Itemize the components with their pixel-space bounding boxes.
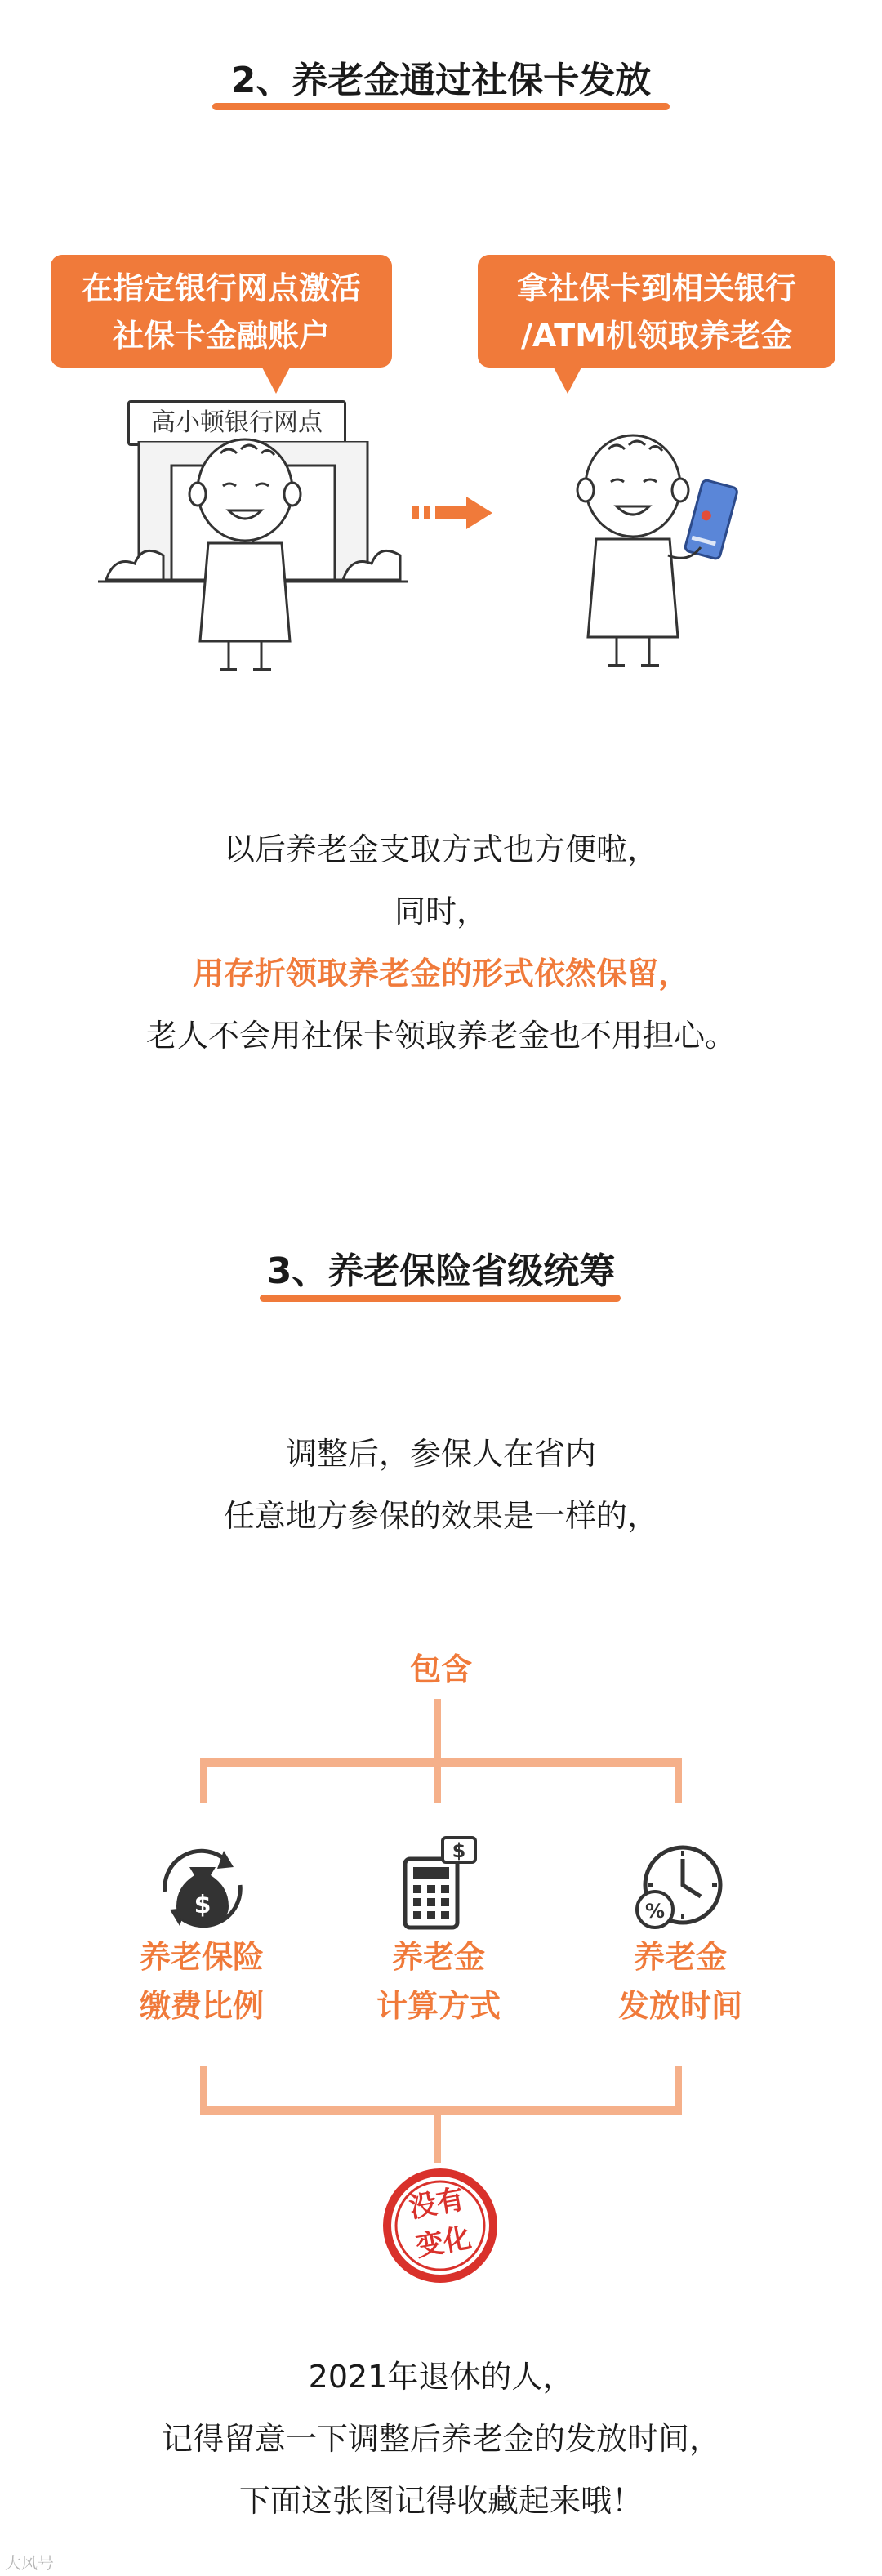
svg-text:%: % [644,1900,666,1923]
svg-text:$: $ [194,1891,212,1919]
section3-heading: 3、养老保险省级统筹 [266,1250,616,1292]
item3-label-line1: 养老金 [633,1939,727,1975]
connector-top-vertical [434,1699,441,1764]
bank-sign: 高小顿银行网点 [127,400,346,446]
section3-paragraph-line2: 任意地方参保的效果是一样的， [223,1498,658,1534]
section2-heading: 2、养老金通过社保卡发放 [230,60,652,101]
speech-bubble-right [478,255,835,368]
watermark: 大风号 [5,2553,54,2573]
section2-paragraph-line1: 以后养老金支取方式也方便啦， [223,831,658,867]
item2-label-line2: 计算方式 [376,1988,501,2024]
connector-right-drop [675,1758,682,1803]
item3-label [578,1932,782,2030]
item2-label-line1: 养老金 [391,1939,485,1975]
old-man-right-illustration [572,425,743,674]
speech-bubble-right-line2: /ATM机领取养老金 [520,318,793,354]
item3-label-line2: 发放时间 [617,1988,742,2024]
connector-bottom-vertical [434,2106,441,2163]
includes-label: 包含 [409,1651,472,1687]
stamp-line2: 变化 [413,2222,474,2264]
item1-label-line2: 缴费比例 [139,1988,264,2024]
section3-paragraph-line1: 调整后，参保人在省内 [285,1436,596,1472]
speech-bubble-left-line1: 在指定银行网点激活 [81,270,361,306]
section3-paragraph [0,1423,882,1547]
connector-top-horizontal [200,1758,682,1767]
item2-label [336,1932,541,2030]
section3-footer [0,2346,882,2532]
svg-text:$: $ [452,1839,466,1862]
section3-heading-underline [260,1295,621,1302]
connector-bottom-horizontal [200,2106,682,2115]
section2-paragraph-highlight: 用存折领取养老金的形式依然保留， [192,956,689,992]
section2-paragraph-line4: 老人不会用社保卡领取养老金也不用担心。 [145,1018,736,1054]
connector-left-drop [200,1758,207,1803]
section2-paragraph-line2: 同时， [394,894,488,929]
right-arrow-icon [412,495,494,531]
footer-line2: 记得留意一下调整后养老金的发放时间， [161,2421,720,2457]
stamp-line1: 没有 [406,2182,467,2225]
item1-label [100,1932,304,2030]
item1-label-line1: 养老保险 [139,1939,264,1975]
footer-line3: 下面这张图记得收藏起来哦！ [238,2483,643,2519]
section2-paragraph [0,818,882,1067]
money-bag-cycle-icon [149,1843,255,1932]
old-man-left-illustration [184,429,306,674]
no-change-stamp [379,2164,501,2287]
calculator-icon [397,1834,487,1932]
section2-heading-underline [212,103,670,110]
connector-middle-drop [434,1758,441,1803]
footer-line1: 2021年退休的人， [308,2359,574,2395]
speech-bubble-right-line1: 拿社保卡到相关银行 [516,270,796,306]
speech-bubble-left-line2: 社保卡金融账户 [112,318,330,354]
speech-bubble-left [51,255,392,368]
clock-percent-icon [632,1843,730,1932]
